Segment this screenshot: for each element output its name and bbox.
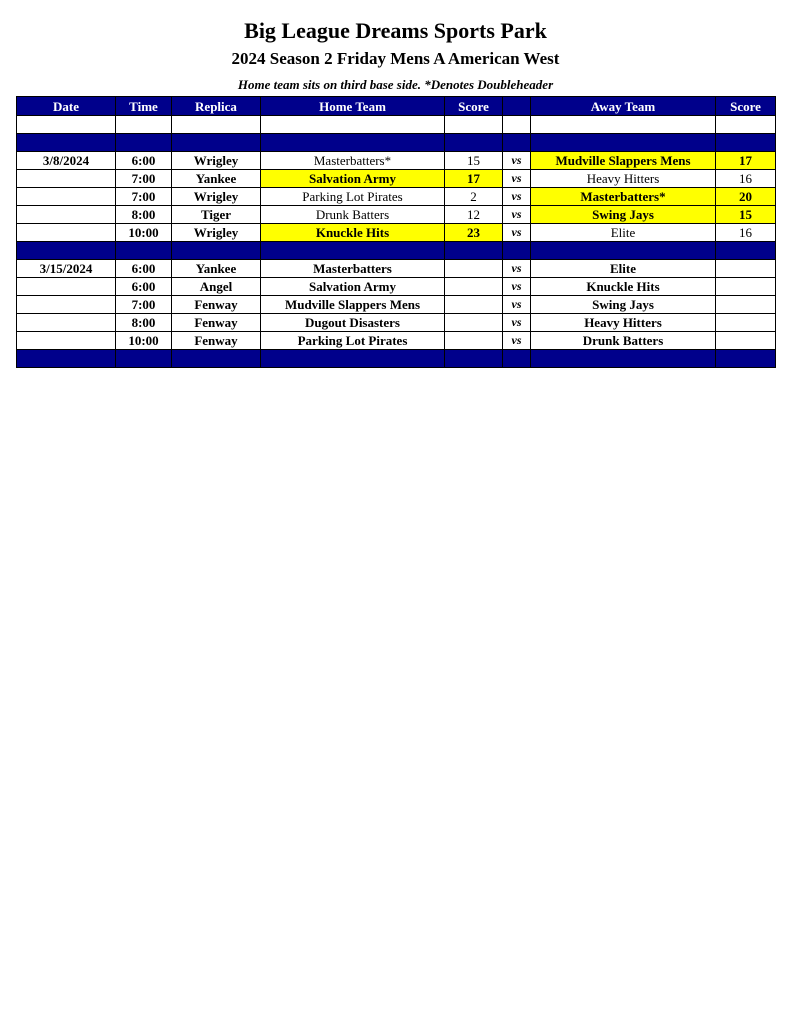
header-row — [17, 97, 776, 116]
blank-row-cell — [116, 116, 172, 134]
game-time: 6:00 — [116, 260, 172, 278]
away-score — [716, 314, 776, 332]
separator-row-cell — [261, 134, 445, 152]
game-replica: Yankee — [172, 260, 261, 278]
game-date — [17, 206, 116, 224]
game-time: 10:00 — [116, 332, 172, 350]
separator-row-cell — [116, 242, 172, 260]
col-header-away-score: Score — [716, 97, 776, 116]
game-date: 3/8/2024 — [17, 152, 116, 170]
game-row — [17, 278, 776, 296]
away-team: Swing Jays — [531, 296, 716, 314]
separator-row-cell — [17, 134, 116, 152]
home-team: Masterbatters — [261, 260, 445, 278]
col-header-time: Time — [116, 97, 172, 116]
game-row — [17, 296, 776, 314]
separator-row — [17, 242, 776, 260]
game-row — [17, 260, 776, 278]
away-score: 17 — [716, 152, 776, 170]
blank-row-cell — [503, 116, 531, 134]
blank-row-cell — [716, 116, 776, 134]
vs-label: vs — [503, 206, 531, 224]
vs-label: vs — [503, 278, 531, 296]
separator-row-cell — [116, 134, 172, 152]
separator-row-cell — [172, 134, 261, 152]
separator-row-cell — [116, 350, 172, 368]
game-row — [17, 188, 776, 206]
home-team: Dugout Disasters — [261, 314, 445, 332]
separator-row-cell — [716, 242, 776, 260]
game-replica: Angel — [172, 278, 261, 296]
home-score: 15 — [445, 152, 503, 170]
page-subtitle: 2024 Season 2 Friday Mens A American West — [231, 49, 560, 68]
vs-label: vs — [503, 314, 531, 332]
separator-row-cell — [503, 134, 531, 152]
blank-row-cell — [172, 116, 261, 134]
vs-label: vs — [503, 170, 531, 188]
away-score: 16 — [716, 224, 776, 242]
home-score — [445, 314, 503, 332]
separator-row-cell — [716, 350, 776, 368]
away-team: Mudville Slappers Mens — [531, 152, 716, 170]
col-header-vs — [503, 97, 531, 116]
separator-row — [17, 134, 776, 152]
separator-row-cell — [503, 350, 531, 368]
page-note: Home team sits on third base side. *Denotes Doubleheader — [237, 77, 554, 92]
blank-row-cell — [261, 116, 445, 134]
game-replica: Wrigley — [172, 188, 261, 206]
game-time: 7:00 — [116, 296, 172, 314]
vs-label: vs — [503, 260, 531, 278]
separator-row-cell — [531, 134, 716, 152]
game-time: 10:00 — [116, 224, 172, 242]
away-score — [716, 260, 776, 278]
game-time: 7:00 — [116, 188, 172, 206]
col-header-replica: Replica — [172, 97, 261, 116]
blank-row-cell — [445, 116, 503, 134]
home-team: Parking Lot Pirates — [261, 188, 445, 206]
vs-label: vs — [503, 224, 531, 242]
home-score: 12 — [445, 206, 503, 224]
separator-row-cell — [531, 242, 716, 260]
home-team: Mudville Slappers Mens — [261, 296, 445, 314]
blank-row-cell — [17, 116, 116, 134]
col-header-home-score: Score — [445, 97, 503, 116]
separator-row-cell — [445, 134, 503, 152]
home-team: Knuckle Hits — [261, 224, 445, 242]
blank-row-cell — [531, 116, 716, 134]
separator-row-cell — [503, 242, 531, 260]
game-time: 7:00 — [116, 170, 172, 188]
home-team: Salvation Army — [261, 170, 445, 188]
game-replica: Wrigley — [172, 224, 261, 242]
game-replica: Fenway — [172, 296, 261, 314]
vs-label: vs — [503, 296, 531, 314]
away-team: Drunk Batters — [531, 332, 716, 350]
game-date — [17, 278, 116, 296]
col-header-home-team: Home Team — [261, 97, 445, 116]
vs-label: vs — [503, 152, 531, 170]
game-time: 8:00 — [116, 314, 172, 332]
away-team: Masterbatters* — [531, 188, 716, 206]
game-replica: Wrigley — [172, 152, 261, 170]
game-row — [17, 224, 776, 242]
game-date — [17, 296, 116, 314]
game-date — [17, 170, 116, 188]
home-team: Masterbatters* — [261, 152, 445, 170]
game-row — [17, 314, 776, 332]
blank-row — [17, 116, 776, 134]
col-header-away-team: Away Team — [531, 97, 716, 116]
game-time: 8:00 — [116, 206, 172, 224]
page-title: Big League Dreams Sports Park — [244, 18, 547, 43]
home-team: Salvation Army — [261, 278, 445, 296]
away-score — [716, 278, 776, 296]
separator-row — [17, 350, 776, 368]
vs-label: vs — [503, 188, 531, 206]
home-score: 2 — [445, 188, 503, 206]
game-replica: Tiger — [172, 206, 261, 224]
game-replica: Fenway — [172, 314, 261, 332]
home-score: 17 — [445, 170, 503, 188]
away-score: 15 — [716, 206, 776, 224]
home-team: Drunk Batters — [261, 206, 445, 224]
away-team: Elite — [531, 260, 716, 278]
game-date: 3/15/2024 — [17, 260, 116, 278]
home-score — [445, 332, 503, 350]
home-score — [445, 296, 503, 314]
game-date — [17, 332, 116, 350]
game-date — [17, 314, 116, 332]
game-row — [17, 152, 776, 170]
game-time: 6:00 — [116, 152, 172, 170]
game-row — [17, 206, 776, 224]
separator-row-cell — [261, 350, 445, 368]
away-score — [716, 332, 776, 350]
game-time: 6:00 — [116, 278, 172, 296]
game-row — [17, 332, 776, 350]
game-replica: Yankee — [172, 170, 261, 188]
away-team: Heavy Hitters — [531, 170, 716, 188]
separator-row-cell — [261, 242, 445, 260]
away-team: Heavy Hitters — [531, 314, 716, 332]
game-row — [17, 170, 776, 188]
vs-label: vs — [503, 332, 531, 350]
away-team: Knuckle Hits — [531, 278, 716, 296]
separator-row-cell — [531, 350, 716, 368]
away-team: Elite — [531, 224, 716, 242]
schedule-body — [17, 116, 776, 368]
game-date — [17, 224, 116, 242]
home-score — [445, 278, 503, 296]
home-score — [445, 260, 503, 278]
separator-row-cell — [172, 242, 261, 260]
game-replica: Fenway — [172, 332, 261, 350]
separator-row-cell — [17, 242, 116, 260]
away-score: 16 — [716, 170, 776, 188]
home-team: Parking Lot Pirates — [261, 332, 445, 350]
separator-row-cell — [716, 134, 776, 152]
col-header-date: Date — [17, 97, 116, 116]
separator-row-cell — [445, 350, 503, 368]
schedule-table — [16, 96, 776, 368]
away-score: 20 — [716, 188, 776, 206]
away-team: Swing Jays — [531, 206, 716, 224]
separator-row-cell — [17, 350, 116, 368]
separator-row-cell — [445, 242, 503, 260]
separator-row-cell — [172, 350, 261, 368]
game-date — [17, 188, 116, 206]
home-score: 23 — [445, 224, 503, 242]
away-score — [716, 296, 776, 314]
